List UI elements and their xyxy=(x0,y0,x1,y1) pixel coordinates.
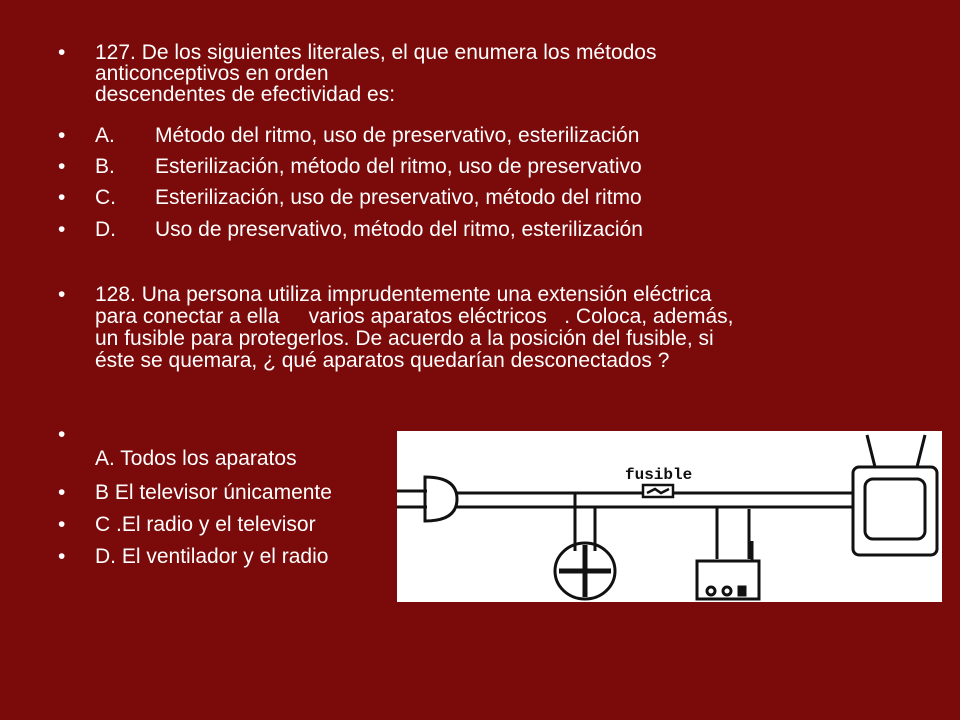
bullet: • xyxy=(58,423,66,446)
q127-option-b xyxy=(95,156,642,177)
q127-line-1: 127. De los siguientes literales, el que enumera los métodos xyxy=(95,41,657,64)
q128-line-3: un fusible para protegerlos. De acuerdo a la posición del fusible, si xyxy=(95,327,714,350)
option-text: Uso de preservativo, método del ritmo, esterilización xyxy=(155,218,643,241)
q127-line-2: anticonceptivos en orden xyxy=(95,62,329,85)
q128-line-2: para conectar a ella varios aparatos eléctricos . Coloca, además, xyxy=(95,305,734,328)
q127-line-3: descendentes de efectividad es: xyxy=(95,83,396,106)
bullet: • xyxy=(58,155,66,178)
option-letter: B. xyxy=(95,155,115,178)
q128-option-b: B El televisor únicamente xyxy=(95,481,332,504)
option-letter: D. xyxy=(95,218,116,241)
q128-option-c: C .El radio y el televisor xyxy=(95,513,316,536)
q128-line-1: 128. Una persona utiliza imprudentemente una extensión eléctrica xyxy=(95,283,712,306)
fuse-icon xyxy=(643,485,673,497)
fan-icon xyxy=(555,493,615,599)
bullet: • xyxy=(58,513,66,536)
q127-option-c xyxy=(95,187,642,208)
bullet: • xyxy=(58,186,66,209)
q128-option-a: A. Todos los aparatos xyxy=(95,447,297,470)
circuit-diagram xyxy=(397,431,942,602)
q127-option-a xyxy=(95,125,639,146)
bullet: • xyxy=(58,41,66,64)
plug-icon xyxy=(425,477,457,521)
bullet: • xyxy=(58,218,66,241)
option-letter: C. xyxy=(95,186,116,209)
bullet: • xyxy=(58,481,66,504)
television-icon xyxy=(853,435,937,555)
fuse-label: fusible xyxy=(625,466,693,484)
bullet: • xyxy=(58,545,66,568)
option-letter: A. xyxy=(95,124,115,147)
bullet: • xyxy=(58,283,66,306)
circuit-svg xyxy=(397,431,942,602)
q128-line-4: éste se quemara, ¿ qué aparatos quedarían desconectados ? xyxy=(95,349,670,372)
radio-icon xyxy=(697,507,759,599)
q128-option-d: D. El ventilador y el radio xyxy=(95,545,329,568)
option-text: Esterilización, método del ritmo, uso de preservativo xyxy=(155,155,642,178)
bullet: • xyxy=(58,124,66,147)
option-text: Método del ritmo, uso de preservativo, esterilización xyxy=(155,124,640,147)
q127-option-d xyxy=(95,219,643,240)
option-text: Esterilización, uso de preservativo, método del ritmo xyxy=(155,186,642,209)
